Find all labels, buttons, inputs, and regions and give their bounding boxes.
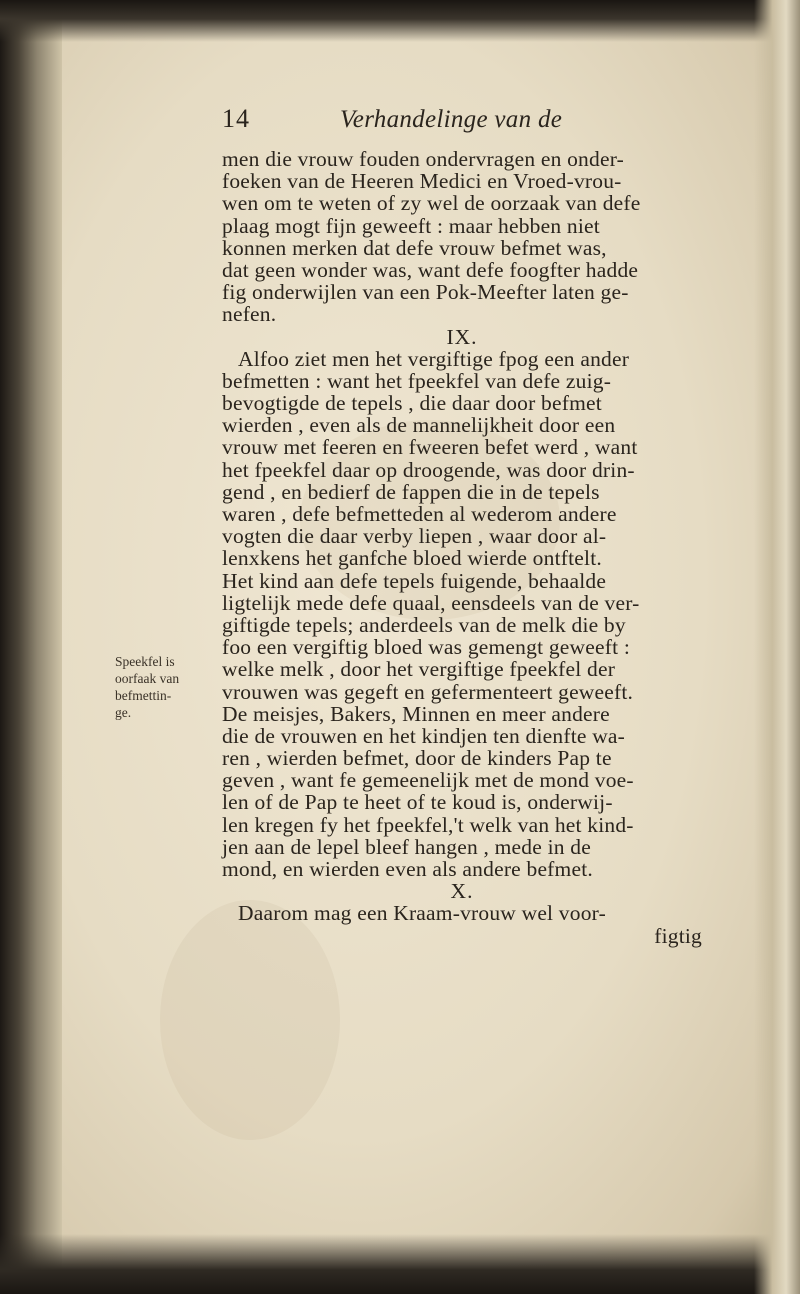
text-line: lenxkens het ganfche bloed wierde ontftelt. [222, 546, 602, 571]
text-line: foeken van de Heeren Medici en Vroed-vrou- [222, 169, 622, 194]
page-number: 14 [222, 104, 250, 133]
margin-note [115, 653, 179, 721]
section-number: IX. [446, 324, 478, 349]
text-line: Alfoo ziet men het vergiftige fpog een ander [238, 346, 630, 371]
text-line: Het kind aan defe tepels fuigende, behaalde [222, 568, 607, 593]
text-line: nefen. [222, 302, 277, 327]
text-line: De meisjes, Bakers, Minnen en meer andere [222, 701, 610, 726]
text-line: giftigde tepels; anderdeels van de melk die by [222, 612, 626, 637]
margin-note-line: Speekfel is [115, 654, 175, 669]
text-line: mond, en wierden even als andere befmet. [222, 857, 593, 881]
text-line: jen aan de lepel bleef hangen , mede in de [222, 834, 591, 859]
text-line: het fpeekfel daar op droogende, was door drin- [222, 457, 635, 482]
margin-note-line: befmettin- [115, 688, 172, 703]
page-header [222, 104, 642, 140]
text-line: ligtelijk mede defe quaal, eensdeels van de ver- [222, 590, 640, 615]
text-line: vrouwen was gegeft en gefermenteert geweeft. [222, 679, 634, 704]
text-line: waren , defe befmetteden al wederom andere [222, 502, 617, 526]
running-title: Verhandelinge van de [340, 106, 563, 133]
text-line: ren , wierden befmet, door de kinders Pap te [222, 746, 612, 771]
text-line: gend , en bedierf de fappen die in de tepels [222, 479, 600, 504]
catchword: figtig [654, 923, 702, 948]
text-line: konnen merken dat defe vrouw befmet was, [222, 235, 607, 260]
text-line: fig onderwijlen van een Pok-Meefter laten ge- [222, 280, 629, 305]
text-line: geven , want fe gemeenelijk met de mond voe- [222, 768, 634, 793]
text-line: len of de Pap te heet of te koud is, onderwij- [222, 790, 613, 815]
text-line: wen om te weten of zy wel de oorzaak van defe [222, 191, 641, 216]
text-line: foo een vergiftig bloed was gemengt geweeft : [222, 635, 631, 660]
section-number: X. [450, 879, 474, 904]
text-line: vrouw met feeren en fweeren befet werd , want [222, 435, 638, 460]
text-line: len kregen fy het fpeekfel,'t welk van het kind- [222, 812, 634, 837]
text-line: die de vrouwen en het kindjen ten dienfte wa- [222, 723, 626, 748]
text-line: befmetten : want het fpeekfel van defe zuig- [222, 368, 612, 393]
margin-note-line: oorfaak van [115, 671, 180, 686]
text-line: plaag mogt fijn geweeft : maar hebben niet [222, 213, 600, 238]
text-line: dat geen wonder was, want defe foogfter hadde [222, 257, 639, 282]
text-line: vogten die daar verby liepen , waar door al- [222, 524, 607, 549]
text-line: Daarom mag een Kraam-vrouw wel voor- [238, 901, 606, 926]
margin-note-line: ge. [115, 705, 132, 720]
text-line: wierden , even als de mannelijkheit door een [222, 413, 616, 438]
text-line: bevogtigde de tepels , die daar door befmet [222, 391, 602, 416]
text-line: welke melk , door het vergiftige fpeekfel der [222, 657, 616, 682]
body-text [222, 148, 722, 947]
text-line: men die vrouw fouden ondervragen en onder- [222, 147, 624, 171]
